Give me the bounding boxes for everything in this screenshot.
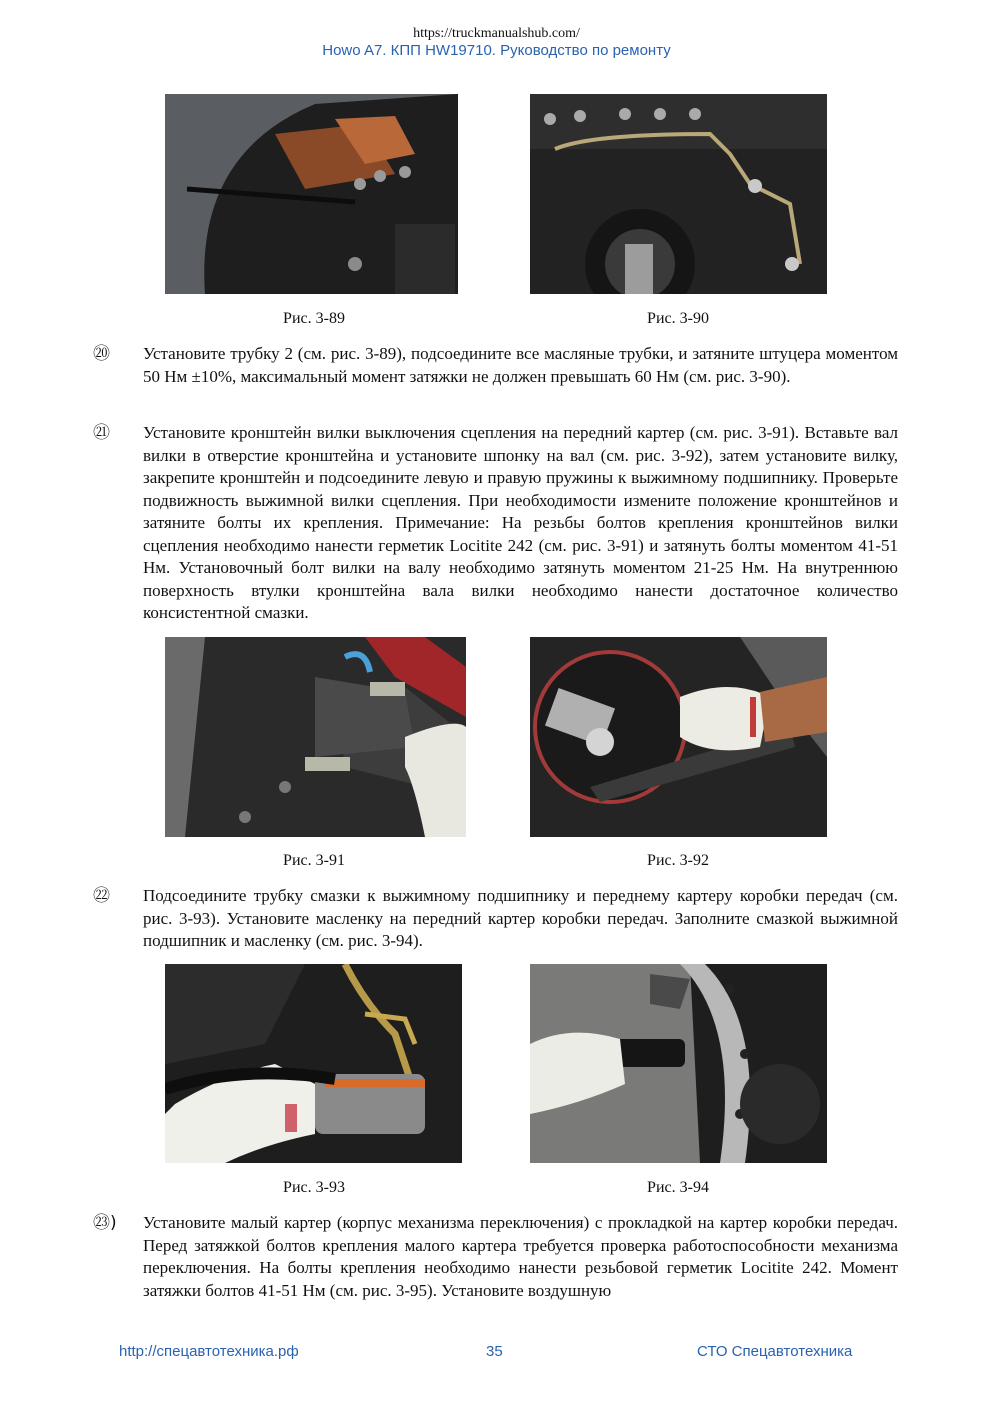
header-url: https://truckmanualshub.com/ bbox=[413, 26, 580, 41]
step-text: Установите трубку 2 (см. рис. 3-89), подсоедините все масляные трубки, и затяните штуцера моментом 50 Нм ±10%, максимальный момент затяжки не должен превышать 60 Нм (см. рис. 3-90). bbox=[143, 344, 898, 386]
step-22 bbox=[93, 885, 898, 953]
photo-fig-3-91 bbox=[165, 637, 466, 837]
caption-fig-3-91: Рис. 3-91 bbox=[283, 852, 345, 869]
step-number: ㉓) bbox=[93, 1213, 117, 1233]
photo-fig-3-94 bbox=[530, 964, 827, 1163]
caption-fig-3-93: Рис. 3-93 bbox=[283, 1179, 345, 1196]
caption-fig-3-90: Рис. 3-90 bbox=[647, 310, 709, 327]
step-number: ⑳ bbox=[93, 344, 110, 364]
caption-fig-3-89: Рис. 3-89 bbox=[283, 310, 345, 327]
step-23 bbox=[93, 1212, 898, 1302]
photo-fig-3-92 bbox=[530, 637, 827, 837]
step-text: Подсоедините трубку смазки к выжимному подшипнику и переднему картеру коробки передач (см. рис. 3-93). Установите масленку на передний картер коробки передач. Заполните смазкой выжимной подшипник и масленку (см. рис. 3-94). bbox=[143, 886, 898, 950]
photo-fig-3-89 bbox=[165, 94, 458, 294]
step-20 bbox=[93, 343, 898, 388]
photo-fig-3-93 bbox=[165, 964, 462, 1163]
step-number: ㉒ bbox=[93, 886, 110, 906]
header-title: Howo A7. КПП HW19710. Руководство по ремонту bbox=[322, 42, 671, 59]
step-text: Установите малый картер (корпус механизма переключения) с прокладкой на картер коробки передач. Перед затяжкой болтов крепления малого картера требуется проверка работоспособности механизма переключения. На болты крепления необходимо нанести резьбовой герметик Locitite 242. Момент затяжки болтов 41-51 Нм (см. рис. 3-95). Установите воздушную bbox=[143, 1213, 898, 1300]
page-number: 35 bbox=[486, 1343, 503, 1360]
caption-fig-3-94: Рис. 3-94 bbox=[647, 1179, 709, 1196]
footer-link[interactable]: http://спецавтотехника.рф bbox=[119, 1343, 299, 1360]
step-number: ㉑ bbox=[93, 423, 110, 443]
step-21 bbox=[93, 422, 898, 625]
photo-fig-3-90 bbox=[530, 94, 827, 294]
step-text: Установите кронштейн вилки выключения сцепления на передний картер (см. рис. 3-91). Вставьте вал вилки в отверстие кронштейна и установите шпонку на вал (см. рис. 3-92), затем установите вилку, закрепите кронштейн и подсоедините левую и правую пружины к выжимному подшипнику. Проверьте подвижность выжимной вилки сцепления. При необходимости измените положение кронштейнов и затяните болты их крепления. Примечание: На резьбы болтов крепления кронштейнов вилки сцепления необходимо нанести герметик Locitite 242 (см. рис. 3-91) и затянуть болты моментом 41-51 Нм. Установочный болт вилки на валу необходимо затянуть моментом 21-25 Нм. На внутреннюю поверхность втулки кронштейна вала вилки необходимо нанести достаточное количество консистентной смазки. bbox=[143, 423, 898, 622]
footer-org: СТО Спецавтотехника bbox=[697, 1343, 853, 1360]
caption-fig-3-92: Рис. 3-92 bbox=[647, 852, 709, 869]
